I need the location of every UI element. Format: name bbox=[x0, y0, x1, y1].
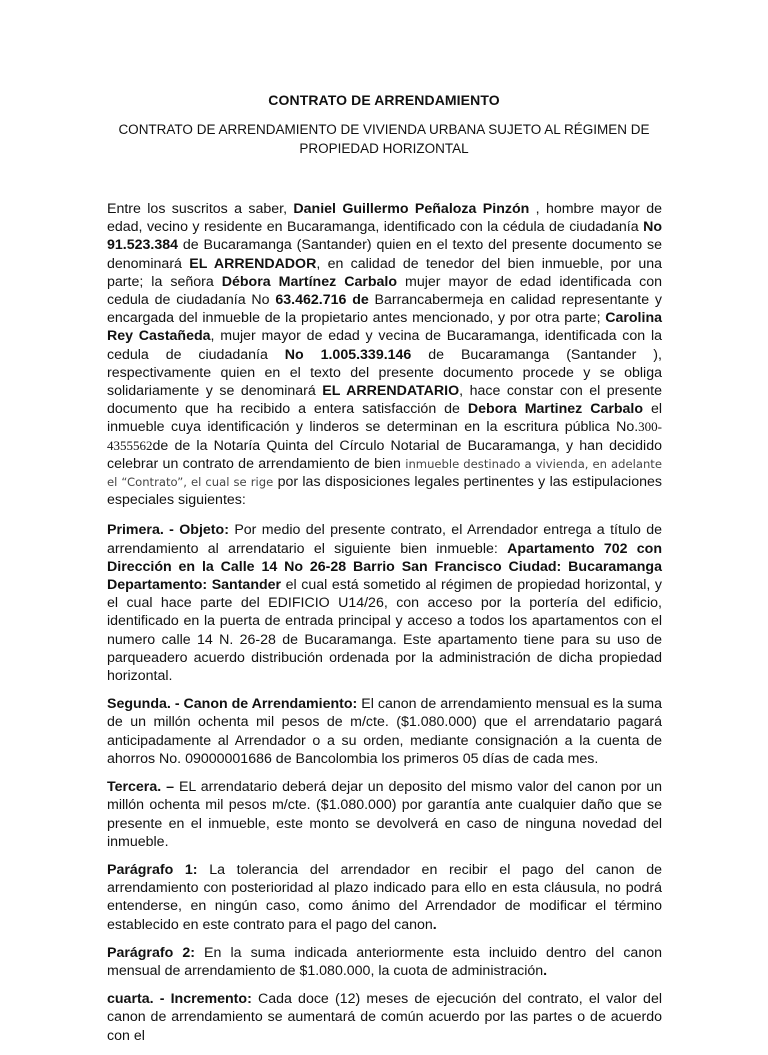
arrendador-name: Daniel Guillermo Peñaloza Pinzón bbox=[293, 201, 530, 217]
text-segment: , en calidad de tenedor del bien inmueble, por una parte; la señora bbox=[107, 255, 662, 290]
clause-heading: Parágrafo 1: bbox=[107, 861, 198, 878]
clause-paragrafo-1 bbox=[107, 861, 662, 934]
text-segment: , hombre mayor de edad, vecino y residente en Bucaramanga, identificado con la cédula de ciudadanía bbox=[107, 201, 662, 236]
text-segment: de Bucaramanga (Santander) quien en el texto del presente documento se denominará bbox=[107, 237, 662, 272]
text-segment: de de la Notaría Quinta del Círculo Notarial de Bucaramanga, y han decidido celebrar un contrato de arrendamiento de bien bbox=[107, 437, 662, 472]
clause-text: En la suma indicada anteriormente esta incluido dentro del canon mensual de arrendamiento de $1.080.000, la cuota de administración bbox=[107, 944, 662, 979]
clause-tercera bbox=[107, 778, 662, 851]
representante-id: 63.462.716 de bbox=[275, 292, 369, 309]
arrendatario-label: EL ARRENDATARIO bbox=[322, 383, 460, 400]
text-segment-light: inmueble destinado a vivienda, en adelante el “Contrato”, el cual se rige bbox=[107, 456, 662, 490]
clause-heading: Segunda. - Canon de Arrendamiento: bbox=[107, 696, 358, 713]
clause-segunda bbox=[107, 695, 662, 768]
clause-heading: Parágrafo 2: bbox=[107, 944, 195, 961]
intro-paragraph bbox=[107, 200, 662, 509]
text-segment: de Bucaramanga (Santander ), respectivamente quien en el texto del presente documento procede y se obliga solidariamente y se denominará bbox=[107, 346, 662, 400]
text-segment: por las disposiciones legales pertinentes y las estipulaciones especiales siguientes: bbox=[107, 474, 662, 509]
clause-text: EL arrendatario deberá dejar un deposito del mismo valor del canon por un millón ochenta mil pesos m/cte. ($1.080.000) por garantía ante cualquier daño que se presente en el inmueble, este monto se devolverá en caso de ninguna novedad del inmueble. bbox=[107, 779, 663, 850]
clause-text: El canon de arrendamiento mensual es la suma de un millón ochenta mil pesos de m/cte. ($1.080.000) que el arrendatario pagará anticipadamente al Arrendador o a su orden, mediante consignación a la cuenta de ahorros No. 09000001686 de Bancolombia los primeros 05 días de cada mes. bbox=[107, 696, 663, 767]
text-segment: , hace constar con el presente documento que ha recibido a entera satisfacción de bbox=[107, 383, 662, 418]
entrega-name: Debora Martinez Carbalo bbox=[467, 401, 644, 418]
clause-primera bbox=[107, 521, 662, 685]
arrendatario-name: Carolina Rey Castañeda bbox=[107, 310, 662, 345]
text-segment: el inmueble cuya identificación y linderos se determinan en la escritura pública No. bbox=[107, 401, 663, 436]
clause-text: Cada doce (12) meses de ejecución del contrato, el valor del canon de arrendamiento se aumentará de común acuerdo por las partes o de acuerdo con el bbox=[107, 991, 662, 1044]
property-address: Apartamento 702 con Dirección en la Calle 14 No 26-28 Barrio San Francisco Ciudad: Bucaramanga Departamento: Santander bbox=[107, 540, 663, 594]
escritura-number: 300-4355562 bbox=[107, 419, 662, 453]
document-title: CONTRATO DE ARRENDAMIENTO bbox=[268, 92, 500, 108]
clause-text: Por medio del presente contrato, el Arrendador entrega a título de arrendamiento al arrendatario el siguiente bien inmueble: bbox=[107, 522, 663, 557]
clause-paragrafo-2 bbox=[107, 944, 662, 980]
clause-end: . bbox=[543, 962, 548, 979]
arrendador-id: No 91.523.384 bbox=[107, 219, 662, 254]
clause-text: el cual está sometido al régimen de propiedad horizontal, y el cual hace parte del EDIFICIO U14/26, con acceso por la portería del edificio, identificado en la puerta de entrada principal y acceso a todos los apartamentos con el numero calle 14 N. 26-28 de Bucaramanga. Este apartamento tiene para su uso de parqueadero acuerdo distribución ordenada por la administración de dicha propiedad horizontal. bbox=[107, 577, 662, 685]
clause-cuarta bbox=[107, 990, 662, 1045]
representante-name: Débora Martínez Carbalo bbox=[221, 273, 398, 290]
arrendador-label: EL ARRENDADOR bbox=[189, 255, 317, 272]
text-segment: , mujer mayor de edad y vecina de Bucaramanga, identificada con la cedula de ciudadanía bbox=[107, 328, 662, 363]
document-body bbox=[107, 200, 662, 1055]
clause-end: . bbox=[432, 916, 437, 933]
clause-heading: cuarta. - Incremento: bbox=[107, 991, 252, 1008]
clause-heading: Tercera. – bbox=[107, 779, 174, 796]
text-segment: Entre los suscritos a saber, bbox=[107, 201, 294, 217]
text-segment: mujer mayor de edad identificada con cedula de ciudadanía No bbox=[107, 273, 662, 309]
text-segment: Barrancabermeja en calidad representante y encargada del inmueble de la propietario antes mencionado, y por otra parte; bbox=[107, 292, 662, 327]
clause-heading: Primera. - Objeto: bbox=[107, 522, 229, 539]
clause-text: La tolerancia del arrendador en recibir el pago del canon de arrendamiento con posterioridad al plazo indicado para ello en esta cláusula, no podrá entenderse, en ningún caso, como ánimo del Arrendador de modificar el término establecido en este contrato para el pago del canon bbox=[107, 861, 662, 933]
document-subtitle: CONTRATO DE ARRENDAMIENTO DE VIVIENDA URBANA SUJETO AL RÉGIMEN DE PROPIEDAD HORIZONTAL bbox=[118, 122, 650, 156]
arrendatario-id: No 1.005.339.146 bbox=[284, 346, 412, 363]
